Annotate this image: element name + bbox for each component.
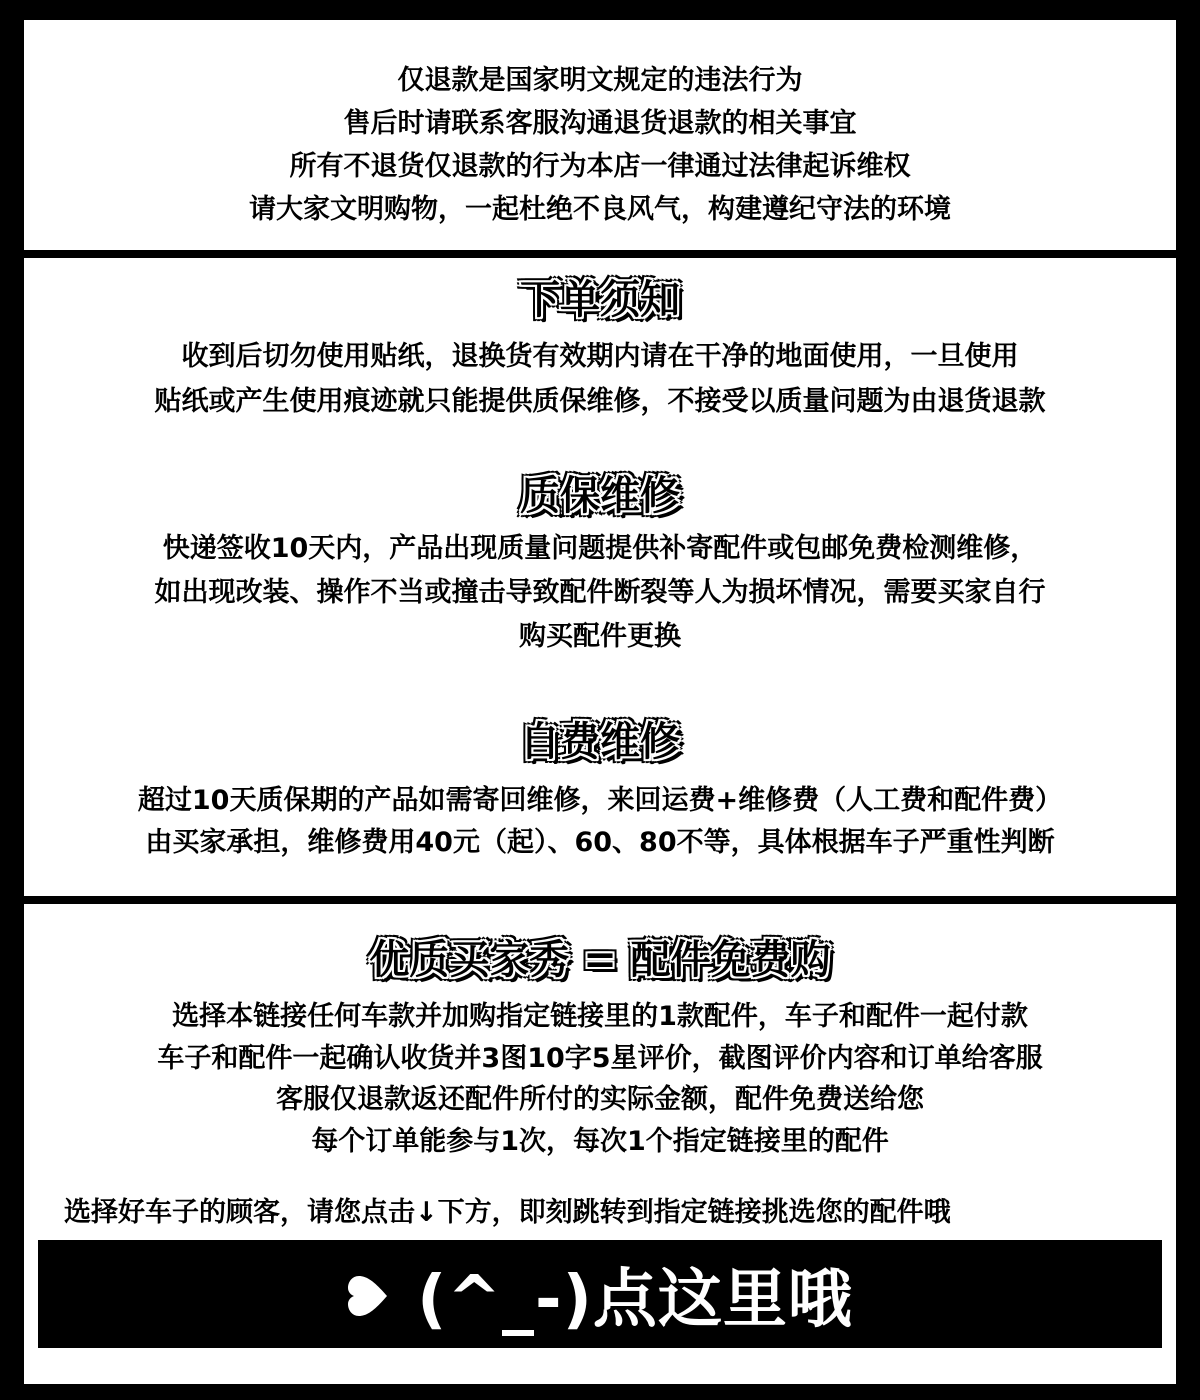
legal-notice-panel [24, 20, 1176, 250]
notice-line: 请大家文明购物，一起杜绝不良风气，构建遵纪守法的环境 [249, 194, 951, 225]
notice-line: 所有不退货仅退款的行为本店一律通过法律起诉维权 [289, 151, 911, 182]
warranty-line: 快递签收10天内，产品出现质量问题提供补寄配件或包邮免费检测维修， [162, 533, 1038, 564]
promo-line: 选择本链接任何车款并加购指定链接里的1款配件，车子和配件一起付款 [172, 1001, 1028, 1032]
cta-label: (^_-)点这里哦 [417, 1263, 853, 1337]
notice-line: 售后时请联系客服沟通退货退款的相关事宜 [343, 108, 857, 139]
warranty-title: 质保维修 [520, 473, 680, 519]
policy-panel [24, 258, 1176, 896]
heart-icon [347, 1274, 391, 1318]
promo-line: 车子和配件一起确认收货并3图10字5星评价，截图评价内容和订单给客服 [157, 1043, 1043, 1074]
order-notice-line: 贴纸或产生使用痕迹就只能提供质保维修，不接受以质量问题为由退货退款 [154, 386, 1046, 417]
paid-repair-line: 超过10天质保期的产品如需寄回维修，来回运费+维修费（人工费和配件费） [137, 785, 1063, 816]
promo-instruction: 选择好车子的顾客，请您点击↓下方，即刻跳转到指定链接挑选您的配件哦 [64, 1197, 951, 1228]
promo-title: 优质买家秀 = 配件免费购 [369, 937, 831, 983]
notice-line: 仅退款是国家明文规定的违法行为 [397, 65, 803, 96]
go-to-accessories-button[interactable] [38, 1240, 1162, 1348]
order-notice-title: 下单须知 [520, 277, 680, 323]
promo-line: 客服仅退款返还配件所付的实际金额，配件免费送给您 [276, 1084, 924, 1115]
promo-line: 每个订单能参与1次，每次1个指定链接里的配件 [311, 1126, 889, 1157]
paid-repair-title: 自费维修 [520, 719, 680, 765]
promo-panel [24, 904, 1176, 1384]
warranty-line: 如出现改装、操作不当或撞击导致配件断裂等人为损坏情况，需要买家自行 [154, 577, 1046, 608]
warranty-line: 购买配件更换 [519, 621, 681, 652]
order-notice-line: 收到后切勿使用贴纸，退换货有效期内请在干净的地面使用，一旦使用 [181, 341, 1019, 372]
paid-repair-line: 由买家承担，维修费用40元（起）、60、80不等，具体根据车子严重性判断 [145, 827, 1055, 858]
